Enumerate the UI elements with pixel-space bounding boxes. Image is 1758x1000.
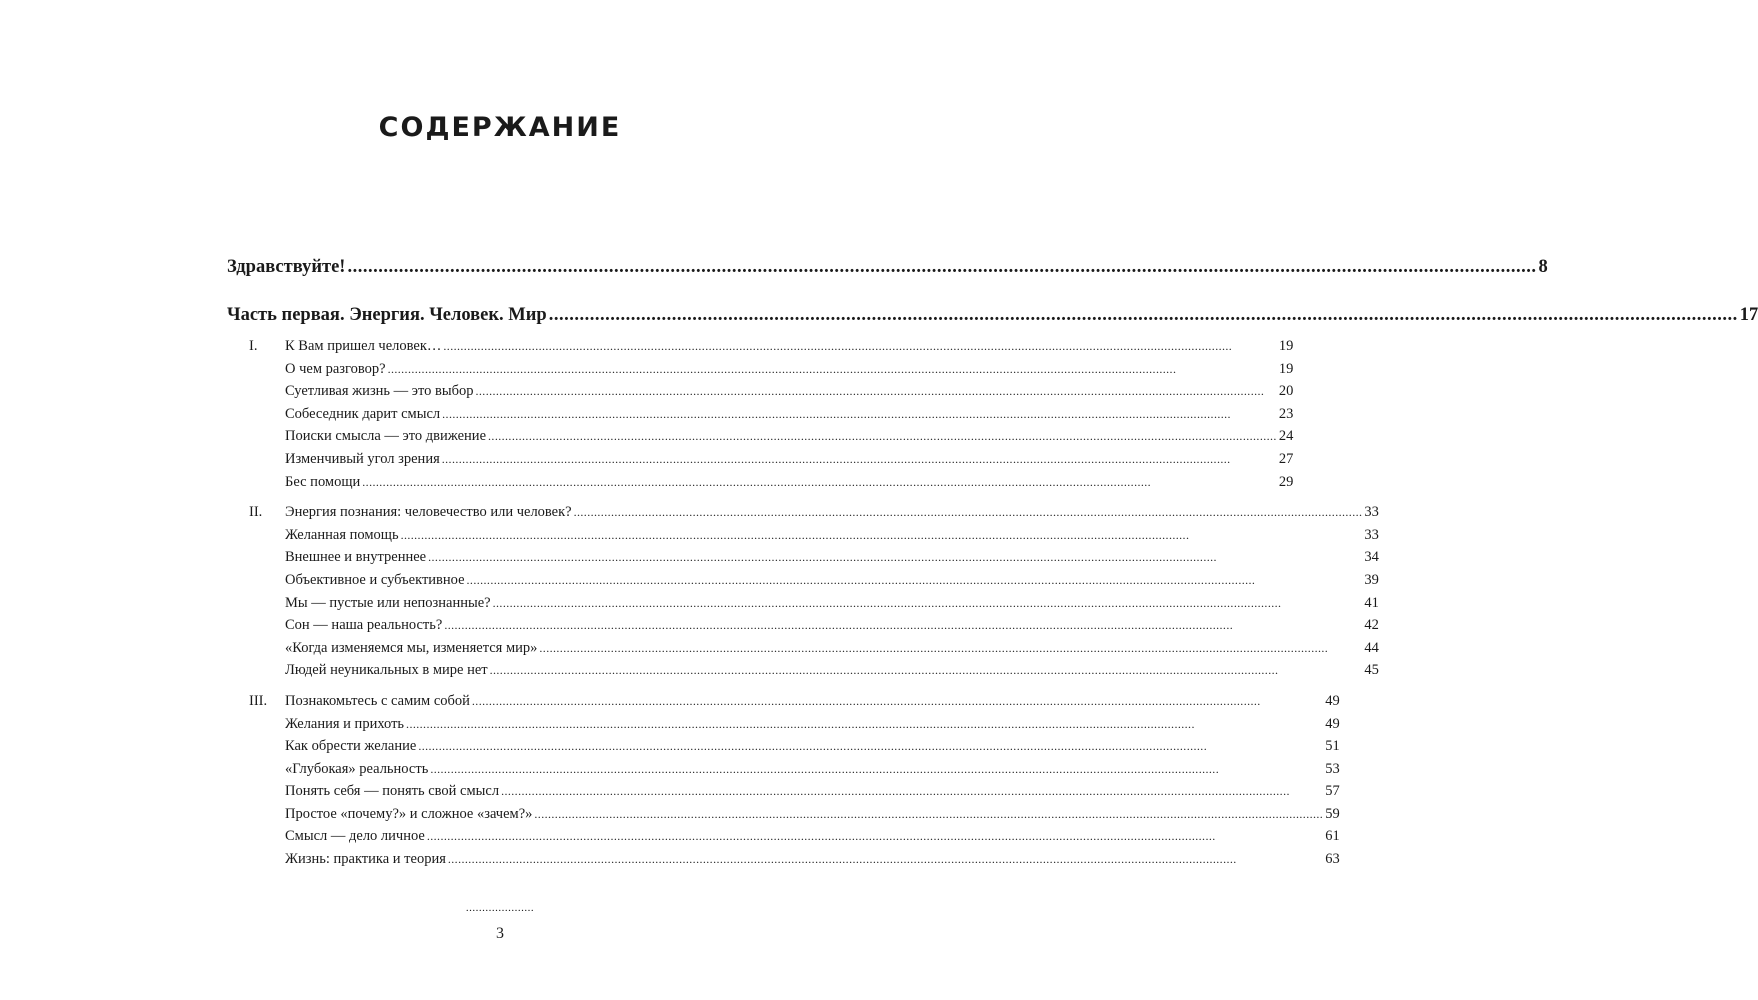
- chapter-list: [227, 335, 1379, 871]
- toc-entry[interactable]: [285, 735, 1340, 758]
- toc-entry[interactable]: [285, 471, 1293, 494]
- toc-entry-page: 61: [1325, 828, 1340, 845]
- toc-entry-label: Энергия познания: человечество или человек?: [285, 504, 572, 521]
- toc-entry-label: Внешнее и внутреннее: [285, 549, 427, 566]
- toc-entry[interactable]: [285, 614, 1379, 637]
- toc-entry-page: 42: [1364, 617, 1379, 634]
- toc-entry[interactable]: [285, 659, 1379, 682]
- dot-leader: [448, 848, 1323, 871]
- toc-entry[interactable]: [285, 546, 1379, 569]
- toc-entry-label: Изменчивый угол зрения: [285, 450, 440, 467]
- dot-leader: [388, 358, 1277, 381]
- toc-entry-page: 39: [1364, 571, 1379, 588]
- toc-entry-page: 53: [1325, 760, 1340, 777]
- chapter-numeral: II.: [249, 504, 263, 521]
- toc-entry-label: Желанная помощь: [285, 526, 399, 543]
- toc-entry-page: 49: [1325, 715, 1340, 732]
- toc-entry-page: 57: [1325, 783, 1340, 800]
- toc-entry[interactable]: [285, 713, 1340, 736]
- toc-entry[interactable]: [285, 803, 1340, 826]
- toc-entry-page: 33: [1364, 504, 1379, 521]
- toc-entry[interactable]: [285, 780, 1340, 803]
- toc-entry-label: О чем разговор?: [285, 360, 386, 377]
- toc-entry-page: 33: [1364, 526, 1379, 543]
- dot-leader: [574, 501, 1363, 524]
- dot-leader: [442, 448, 1277, 471]
- dot-leader: [534, 803, 1323, 826]
- dot-leader: [539, 637, 1362, 660]
- toc-entry[interactable]: [285, 501, 1379, 524]
- footer-separator: .....................: [465, 902, 535, 914]
- toc-entry-label: Мы — пустые или непознанные?: [285, 594, 491, 611]
- toc-entry[interactable]: [285, 592, 1379, 615]
- toc-entry-page: 59: [1325, 805, 1340, 822]
- toc-intro-page: 8: [1538, 257, 1548, 277]
- dot-leader: [406, 713, 1323, 736]
- toc-entry-page: 63: [1325, 851, 1340, 868]
- toc-chapter: [227, 335, 1294, 493]
- dot-leader: [549, 303, 1738, 327]
- toc-entry-label: Жизнь: практика и теория: [285, 851, 446, 868]
- toc-entry-page: 19: [1278, 360, 1294, 377]
- toc-entry-label: Как обрести желание: [285, 738, 417, 755]
- toc-entry-page: 27: [1278, 450, 1294, 467]
- toc-part-one-label: Часть первая. Энергия. Человек. Мир: [227, 305, 547, 325]
- toc-entry[interactable]: [285, 758, 1340, 781]
- toc-entry[interactable]: [285, 448, 1293, 471]
- dot-leader: [444, 614, 1362, 637]
- toc-entry-page: 20: [1278, 383, 1294, 400]
- dot-leader: [430, 758, 1323, 781]
- toc-part-one[interactable]: [227, 303, 1758, 327]
- dot-leader: [476, 380, 1277, 403]
- toc-entry[interactable]: [285, 825, 1340, 848]
- page-title: СОДЕРЖАНИЕ: [378, 112, 622, 143]
- toc-entry-page: 49: [1325, 692, 1340, 709]
- page-number: 3: [496, 925, 504, 942]
- toc-entry-page: 29: [1278, 473, 1294, 490]
- chapter-entries: [285, 501, 1379, 682]
- toc-entry-label: Бес помощи: [285, 473, 361, 490]
- toc-entry-page: 23: [1278, 405, 1294, 422]
- dot-leader: [442, 403, 1277, 426]
- toc-entry-page: 19: [1278, 338, 1294, 354]
- toc-entry[interactable]: [285, 848, 1340, 871]
- toc-entry[interactable]: [285, 335, 1293, 358]
- chapter-numeral: III.: [249, 692, 268, 709]
- dot-leader: [347, 255, 1536, 279]
- toc-entry-page: 44: [1364, 639, 1379, 656]
- toc-entry-label: Собеседник дарит смысл: [285, 405, 441, 422]
- toc-entry-label: Объективное и субъективное: [285, 571, 465, 588]
- toc-entry-label: Смысл — дело личное: [285, 828, 425, 845]
- toc-part-one-page: 17: [1739, 305, 1758, 325]
- toc-entry-page: 34: [1364, 549, 1379, 566]
- toc-entry-label: Людей неуникальных в мире нет: [285, 662, 488, 679]
- toc-entry-label: Понять себя — понять свой смысл: [285, 783, 500, 800]
- dot-leader: [401, 524, 1363, 547]
- toc-entry[interactable]: [285, 358, 1293, 381]
- toc-entry-label: Суетливая жизнь — это выбор: [285, 383, 474, 400]
- toc-entry-label: Сон — наша реальность?: [285, 617, 443, 634]
- toc-entry[interactable]: [285, 569, 1379, 592]
- toc-entry-page: 24: [1278, 428, 1294, 445]
- dot-leader: [443, 335, 1276, 358]
- toc-entry[interactable]: [285, 524, 1379, 547]
- toc-entry-label: Простое «почему?» и сложное «зачем?»: [285, 805, 533, 822]
- dot-leader: [472, 690, 1323, 713]
- toc-entry-label: Желания и прихоть: [285, 715, 405, 732]
- toc-entry[interactable]: [285, 425, 1293, 448]
- dot-leader: [493, 592, 1363, 615]
- toc-chapter: [227, 690, 1340, 871]
- chapter-entries: [285, 335, 1293, 493]
- toc-entry-page: 41: [1364, 594, 1379, 611]
- chapter-entries: [285, 690, 1340, 871]
- toc-chapter: [227, 501, 1379, 682]
- toc-intro-label: Здравствуйте!: [227, 257, 346, 277]
- toc-entry-label: Познакомьтесь с самим собой: [285, 692, 470, 709]
- toc-entry[interactable]: [285, 403, 1293, 426]
- toc-entry-label: К Вам пришел человек…: [285, 338, 442, 354]
- toc-entry[interactable]: [285, 690, 1340, 713]
- dot-leader: [427, 825, 1323, 848]
- dot-leader: [488, 425, 1277, 448]
- dot-leader: [467, 569, 1363, 592]
- toc-entry[interactable]: [285, 637, 1379, 660]
- toc-entry-page: 45: [1364, 662, 1379, 679]
- table-of-contents: [227, 255, 1758, 871]
- toc-entry-label: «Когда изменяемся мы, изменяется мир»: [285, 639, 538, 656]
- toc-entry-label: Поиски смысла — это движение: [285, 428, 487, 445]
- toc-entry-page: 51: [1325, 738, 1340, 755]
- chapter-numeral: I.: [249, 338, 258, 354]
- dot-leader: [490, 659, 1363, 682]
- toc-entry-label: «Глубокая» реальность: [285, 760, 429, 777]
- dot-leader: [501, 780, 1323, 803]
- dot-leader: [428, 546, 1362, 569]
- dot-leader: [418, 735, 1323, 758]
- dot-leader: [362, 471, 1277, 494]
- toc-entry[interactable]: [285, 380, 1293, 403]
- toc-intro[interactable]: [227, 255, 1548, 279]
